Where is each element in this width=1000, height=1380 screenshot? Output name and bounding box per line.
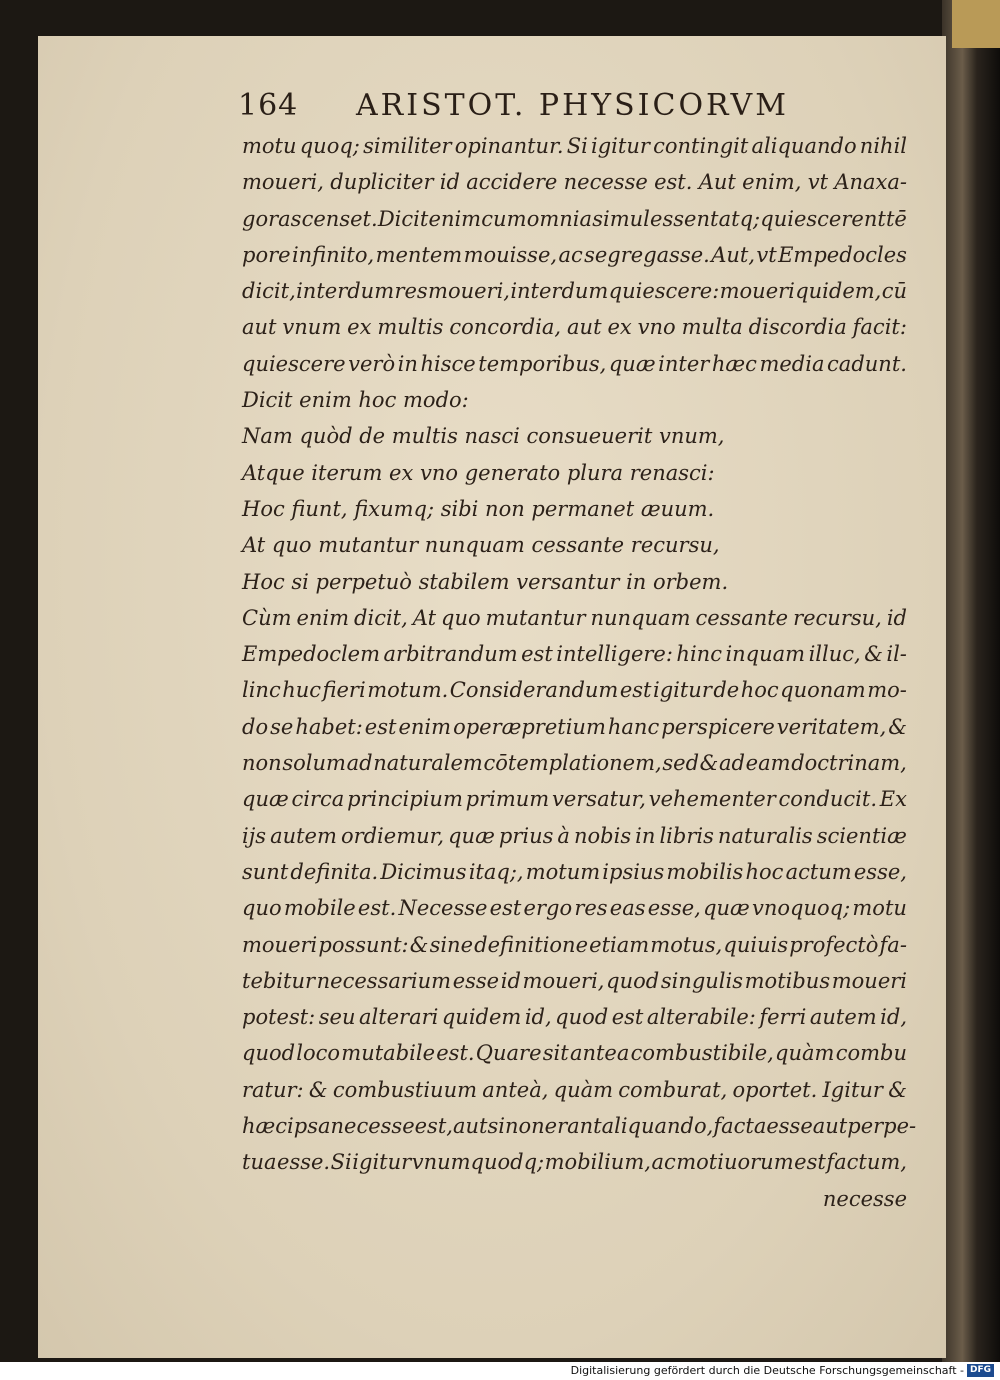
- text-line: aut vnum ex multis concordia, aut ex vno multa discordia facit:: [242, 315, 907, 340]
- text-line: ijs autem ordiemur, quæ prius à nobis in libris naturalis scientiæ: [242, 823, 907, 848]
- book-spine-edge: [942, 0, 1000, 1362]
- page-header: [238, 88, 898, 128]
- text-line: Dicit enim hoc modo:: [242, 388, 469, 413]
- corner-tab: [952, 0, 1000, 48]
- body-text: [242, 128, 917, 1217]
- text-line: motu quoq; similiter opinantur. Si igitur contingit aliquando nihil: [242, 134, 907, 158]
- text-line: Hoc fiunt, fixumq; sibi non permanet æuum.: [242, 496, 715, 521]
- running-head: ARISTOT. PHYSICORVM: [356, 88, 789, 123]
- text-line: moueri, dupliciter id accidere necesse est. Aut enim, vt Anaxa-: [242, 170, 907, 195]
- text-line: hæc ipsa necesse est, aut si non erant aliquando, facta esse aut perpe-: [242, 1114, 917, 1139]
- text-line: potest: seu alterari quidem id, quod est alterabile: ferri autem id,: [242, 1005, 907, 1030]
- text-line: do se habet: est enim operæpretium hanc perspicere veritatem, &: [242, 714, 907, 739]
- text-line: Atque iterum ex vno generato plura renasci:: [242, 460, 715, 485]
- text-line: Empedoclem arbitrandum est intelligere: hinc inquam illuc, & il-: [242, 642, 907, 667]
- text-line: tua esse. Si igitur vnumquodq; mobilium, ac motiuorum est factum,: [242, 1150, 907, 1175]
- text-line: quo mobile est. Necesse est ergo res eas esse, quæ vnoquoq; motu: [242, 896, 907, 921]
- text-line: sunt definita. Dicimus itaq;, motum ipsius mobilis hoc actum esse,: [242, 859, 907, 884]
- text-line: quiescere verò in hisce temporibus, quæ inter hæc media cadunt.: [242, 351, 907, 376]
- text-line: dicit, interdum res moueri, interdum quiescere: moueri quidem, cū: [242, 279, 907, 304]
- text-line: Nam quòd de multis nasci consueuerit vnum,: [242, 424, 725, 449]
- footer-credit: Digitalisierung gefördert durch die Deutsche Forschungsgemeinschaft -: [570, 1364, 964, 1377]
- text-line: moueri possunt: & sine definitione etiam motus, quiuis profectò fa-: [242, 932, 907, 957]
- text-line: non solum ad naturalem cōtemplationem, sed & ad eam doctrinam,: [242, 751, 907, 776]
- dfg-logo: DFG: [967, 1364, 994, 1377]
- text-line: linc huc fieri motum. Considerandum est igitur de hoc quonam mo-: [242, 678, 907, 703]
- text-line: At quo mutantur nunquam cessante recursu,: [242, 533, 720, 558]
- text-line: tebitur necessarium esse id moueri, quod singulis motibus moueri: [242, 968, 907, 993]
- text-line: necesse: [822, 1186, 907, 1211]
- text-line: Hoc si perpetuò stabilem versantur in orbem.: [242, 569, 729, 594]
- text-line: ratur: & combustiuum anteà, quàm comburat, oportet. Igitur &: [242, 1077, 907, 1102]
- text-line: pore infinito, mentem mouisse, ac segregasse. Aut, vt Empedocles: [242, 242, 907, 267]
- page-number: 164: [238, 88, 299, 123]
- text-line: goras censet. Dicit enim cum omnia simul essent atq; quiescerent tē: [242, 206, 907, 231]
- text-line: Cùm enim dicit, At quo mutantur nunquam cessante recursu, id: [242, 605, 907, 630]
- text-line: quæ circa principium primum versatur, vehementer conducit. Ex: [242, 787, 907, 812]
- text-line: quod loco mutabile est. Quare sit antea combustibile, quàm combu: [242, 1041, 907, 1066]
